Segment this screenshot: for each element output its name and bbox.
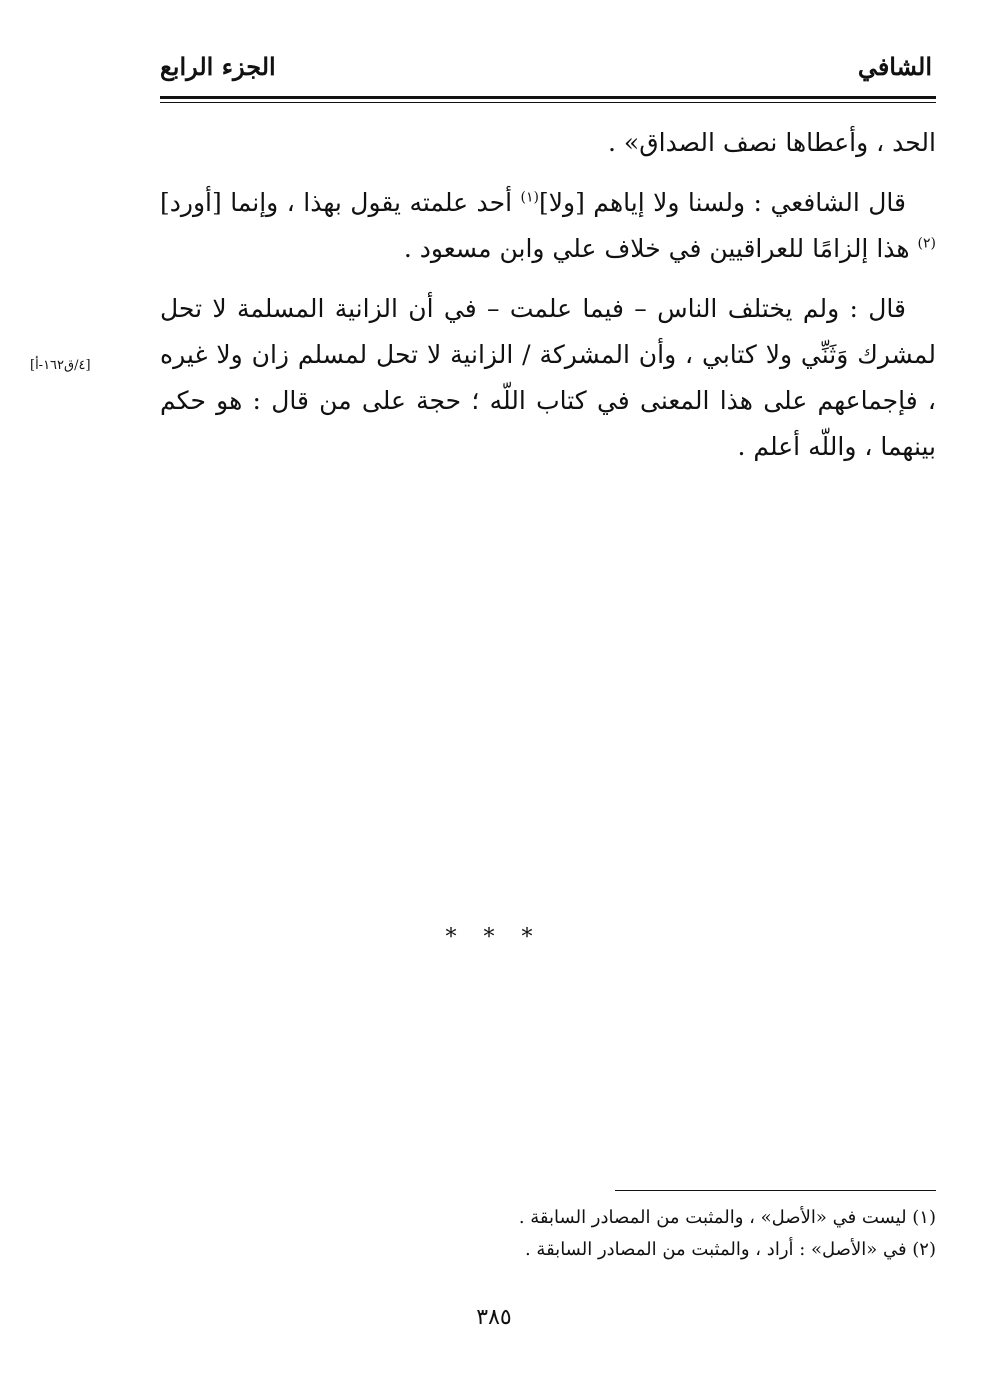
footnotes xyxy=(460,1202,936,1266)
footnote-ref-1: (١) xyxy=(520,189,539,206)
section-separator: * * * xyxy=(445,925,543,950)
paragraph-2 xyxy=(160,180,936,272)
header-book-title: الشافي xyxy=(857,52,932,81)
footnote-ref-2: (٢) xyxy=(917,235,936,252)
paragraph-1: الحد ، وأعطاها نصف الصداق» . xyxy=(608,128,936,157)
footnote-1: (١) ليست في «الأصل» ، والمثبت من المصادر السابقة . xyxy=(518,1207,936,1228)
header-volume: الجزء الرابع xyxy=(160,52,276,81)
header-rule-thin xyxy=(160,102,936,103)
page-number: ٣٨٥ xyxy=(476,1305,512,1330)
body-text xyxy=(160,120,936,484)
paragraph-2-part-b: أحد علمته يقول بهذا ، وإنما [أورد] xyxy=(160,188,521,217)
header-rule xyxy=(160,96,936,99)
paragraph-2-part-c: هذا إلزامًا للعراقيين في خلاف علي وابن مسعود . xyxy=(403,234,918,263)
footnote-rule xyxy=(615,1190,936,1191)
running-header xyxy=(160,52,936,96)
footnote-2: (٢) في «الأصل» : أراد ، والمثبت من المصادر السابقة . xyxy=(524,1239,936,1260)
manuscript-folio-note: [٤/ق١٦٢-أ] xyxy=(30,358,91,373)
paragraph-3: قال : ولم يختلف الناس – فيما علمت – في أن الزانية المسلمة لا تحل لمشرك وَثَنِّي ولا كتابي ، وأن المشركة / الزانية لا تحل لمسلم زان ولا غيره ، فإجماعهم على هذا المعنى في كتاب اللّه ؛ حجة على من قال : هو حكم بينهما ، واللّه أعلم . xyxy=(160,294,936,461)
paragraph-2-part-a: قال الشافعي : ولسنا ولا إياهم [ولا] xyxy=(539,188,906,217)
